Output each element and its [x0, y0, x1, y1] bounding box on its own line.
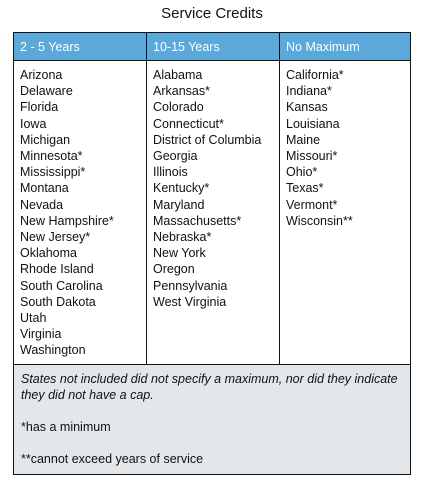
- note-minimum: *has a minimum: [21, 420, 111, 435]
- state-list-2-5-years: [20, 67, 142, 359]
- state-list-item: Kentucky*: [153, 181, 210, 196]
- state-list-item: West Virginia: [153, 294, 227, 309]
- note-cap: **cannot exceed years of service: [21, 452, 204, 467]
- state-list-item: Colorado: [153, 100, 204, 115]
- state-list-item: New Jersey*: [20, 230, 91, 245]
- header-row: [14, 33, 411, 61]
- state-list-item: Pennsylvania: [153, 278, 228, 293]
- state-list-item: Oregon: [153, 262, 195, 277]
- column-header-no-maximum: No Maximum: [280, 33, 411, 61]
- state-list-item: Ohio*: [286, 165, 318, 180]
- state-list-item: Vermont*: [286, 197, 338, 212]
- state-list-item: New Hampshire*: [20, 213, 114, 228]
- state-list-item: Utah: [20, 311, 47, 326]
- page-title: Service Credits: [161, 5, 263, 22]
- state-list-no-maximum: [286, 67, 406, 229]
- state-list-item: Nevada: [20, 197, 64, 212]
- state-list-item: California*: [286, 68, 344, 82]
- note-intro: States not included did not specify a maximum, nor did they indicate they did not have a cap.: [21, 371, 398, 402]
- state-list-item: Michigan: [20, 132, 71, 147]
- state-list-item: Washington: [20, 343, 86, 358]
- state-list-item: District of Columbia: [153, 132, 262, 147]
- state-list-item: Iowa: [20, 116, 47, 131]
- state-list-item: Arkansas*: [153, 84, 210, 99]
- state-list-item: Connecticut*: [153, 116, 224, 131]
- state-list-item: Oklahoma: [20, 246, 77, 261]
- state-list-item: Nebraska*: [153, 230, 212, 245]
- column-10-15-years: [147, 61, 280, 365]
- state-list-item: Rhode Island: [20, 262, 94, 277]
- state-list-item: South Carolina: [20, 278, 103, 293]
- state-list-item: Indiana*: [286, 84, 332, 99]
- state-list-item: Illinois: [153, 165, 188, 180]
- state-list-item: Massachusetts*: [153, 213, 242, 228]
- state-list-item: Alabama: [153, 68, 203, 82]
- state-list-item: Wisconsin**: [286, 213, 353, 228]
- state-list-item: Maine: [286, 132, 321, 147]
- state-list-10-15-years: [153, 67, 275, 310]
- state-list-item: South Dakota: [20, 294, 96, 309]
- state-list-item: New York: [153, 246, 206, 261]
- column-no-maximum: [280, 61, 411, 365]
- state-list-item: Arizona: [20, 68, 63, 82]
- state-list-item: Montana: [20, 181, 69, 196]
- state-list-item: Kansas: [286, 100, 328, 115]
- notes-row: [14, 364, 411, 475]
- state-list-item: Missouri*: [286, 149, 338, 164]
- column-header-2-5-years: 2 - 5 Years: [14, 33, 147, 61]
- notes-cell: [14, 364, 411, 475]
- state-list-item: Mississippi*: [20, 165, 86, 180]
- state-lists-row: [14, 61, 411, 365]
- column-2-5-years: [14, 61, 147, 365]
- state-list-item: Minnesota*: [20, 149, 83, 164]
- service-credits-table: [13, 32, 411, 475]
- state-list-item: Florida: [20, 100, 59, 115]
- state-list-item: Delaware: [20, 84, 73, 99]
- column-header-10-15-years: 10-15 Years: [147, 33, 280, 61]
- state-list-item: Louisiana: [286, 116, 340, 131]
- state-list-item: Georgia: [153, 149, 198, 164]
- state-list-item: Virginia: [20, 327, 62, 342]
- state-list-item: Texas*: [286, 181, 324, 196]
- state-list-item: Maryland: [153, 197, 205, 212]
